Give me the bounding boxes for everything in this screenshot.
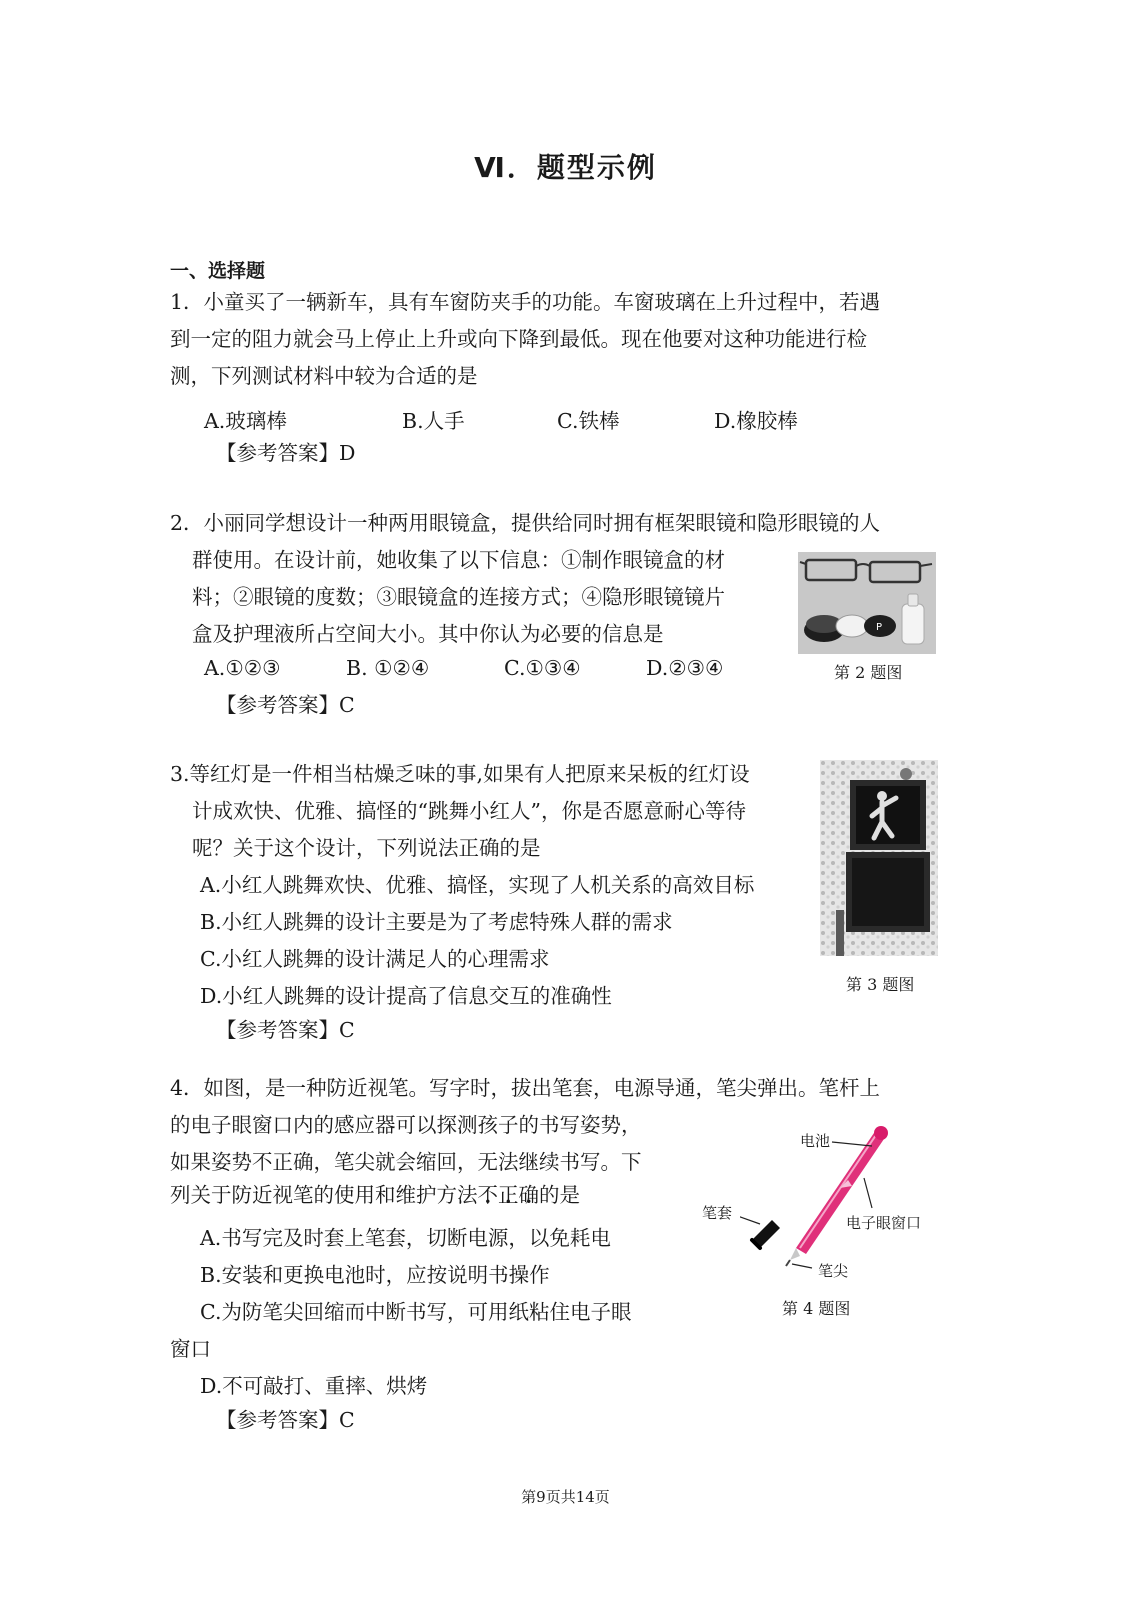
q4-answer: 【参考答案】C: [216, 1408, 355, 1432]
q2-option-d: D.②③④: [646, 656, 724, 680]
q3-option-b: B.小红人跳舞的设计主要是为了考虑特殊人群的需求: [200, 910, 673, 934]
q2-option-b: B. ①②④: [346, 656, 430, 680]
q4-line-4-post: 的是: [539, 1183, 580, 1207]
q3-line-3: 呢？关于这个设计，下列说法正确的是: [192, 836, 541, 860]
emphasis-char: 确: [518, 1183, 539, 1207]
q2-figure-caption: 第 2 题图: [834, 663, 903, 682]
q1-line-2: 到一定的阻力就会马上停止上升或向下降到最低。现在他要对这种功能进行检: [170, 327, 867, 351]
q1-option-c: C.铁棒: [557, 409, 620, 433]
emphasis-char: 不: [477, 1183, 498, 1207]
q3-option-d: D.小红人跳舞的设计提高了信息交互的准确性: [200, 984, 612, 1008]
pen-label-eye-window: 电子眼窗口: [846, 1214, 922, 1232]
q3-option-a: A.小红人跳舞欢快、优雅、搞怪，实现了人机关系的高效目标: [200, 873, 755, 897]
q4-option-a: A.书写完及时套上笔套，切断电源，以免耗电: [200, 1226, 611, 1250]
page-title: Ⅵ．题型示例: [474, 151, 657, 184]
q2-option-a: A.①②③: [204, 656, 281, 680]
q4-line-3: 如果姿势不正确，笔尖就会缩回，无法继续书写。下: [170, 1150, 642, 1174]
q2-line-4: 盒及护理液所占空间大小。其中你认为必要的信息是: [192, 622, 664, 646]
q3-figure-caption: 第 3 题图: [846, 975, 915, 994]
q1-option-d: D.橡胶棒: [714, 409, 798, 433]
emphasis-char: 正: [498, 1183, 519, 1207]
q2-line-3: 料；②眼镜的度数；③眼镜盒的连接方式；④隐形眼镜镜片: [192, 585, 725, 609]
q4-line-4: [170, 1177, 580, 1214]
q4-option-d: D.不可敲打、重摔、烘烤: [200, 1374, 428, 1398]
svg-text:P: P: [876, 622, 883, 633]
page-footer: 第9页共14页: [521, 1488, 610, 1506]
pen-label-cap: 笔套: [702, 1204, 733, 1222]
q3-answer: 【参考答案】C: [216, 1018, 355, 1042]
q1-option-b: B.人手: [402, 409, 465, 433]
q1-line-3: 测，下列测试材料中较为合适的是: [170, 364, 478, 388]
q4-option-c: C.为防笔尖回缩而中断书写，可用纸粘住电子眼: [200, 1300, 632, 1324]
q2-line-1: 2．小丽同学想设计一种两用眼镜盒，提供给同时拥有框架眼镜和隐形眼镜的人: [170, 511, 881, 535]
q3-line-1: 3.等红灯是一件相当枯燥乏味的事,如果有人把原来呆板的红灯设: [170, 762, 750, 786]
q4-option-c-wrap: 窗口: [170, 1337, 211, 1361]
pen-label-tip: 笔尖: [818, 1262, 849, 1280]
q1-option-a: A.玻璃棒: [204, 409, 287, 433]
q2-option-c: C.①③④: [504, 656, 581, 680]
pen-label-battery: 电池: [800, 1132, 831, 1150]
q4-line-4-pre: 列关于防近视笔的使用和维护方法: [170, 1183, 478, 1207]
q3-line-2: 计成欢快、优雅、搞怪的“跳舞小红人”，你是否愿意耐心等待: [192, 799, 746, 823]
traffic-light-icon: [836, 780, 930, 956]
q2-answer: 【参考答案】C: [216, 693, 355, 717]
q3-option-c: C.小红人跳舞的设计满足人的心理需求: [200, 947, 550, 971]
section-heading: 一、选择题: [170, 260, 266, 282]
q4-figure-caption: 第 4 题图: [782, 1299, 851, 1318]
q1-answer: 【参考答案】D: [216, 441, 356, 465]
q2-glasses-case-image: [798, 552, 936, 654]
q1-line-1: 1．小童买了一辆新车，具有车窗防夹手的功能。车窗玻璃在上升过程中，若遇: [170, 290, 881, 314]
q4-line-1: 4．如图，是一种防近视笔。写字时，拔出笔套，电源导通，笔尖弹出。笔杆上: [170, 1076, 881, 1100]
q4-option-b: B.安装和更换电池时，应按说明书操作: [200, 1263, 550, 1287]
pen-cap-icon: [752, 1220, 780, 1248]
q2-line-2: 群使用。在设计前，她收集了以下信息：①制作眼镜盒的材: [192, 548, 725, 572]
q3-traffic-light-image: [820, 760, 938, 956]
q4-line-2: 的电子眼窗口内的感应器可以探测孩子的书写姿势，: [170, 1113, 642, 1137]
